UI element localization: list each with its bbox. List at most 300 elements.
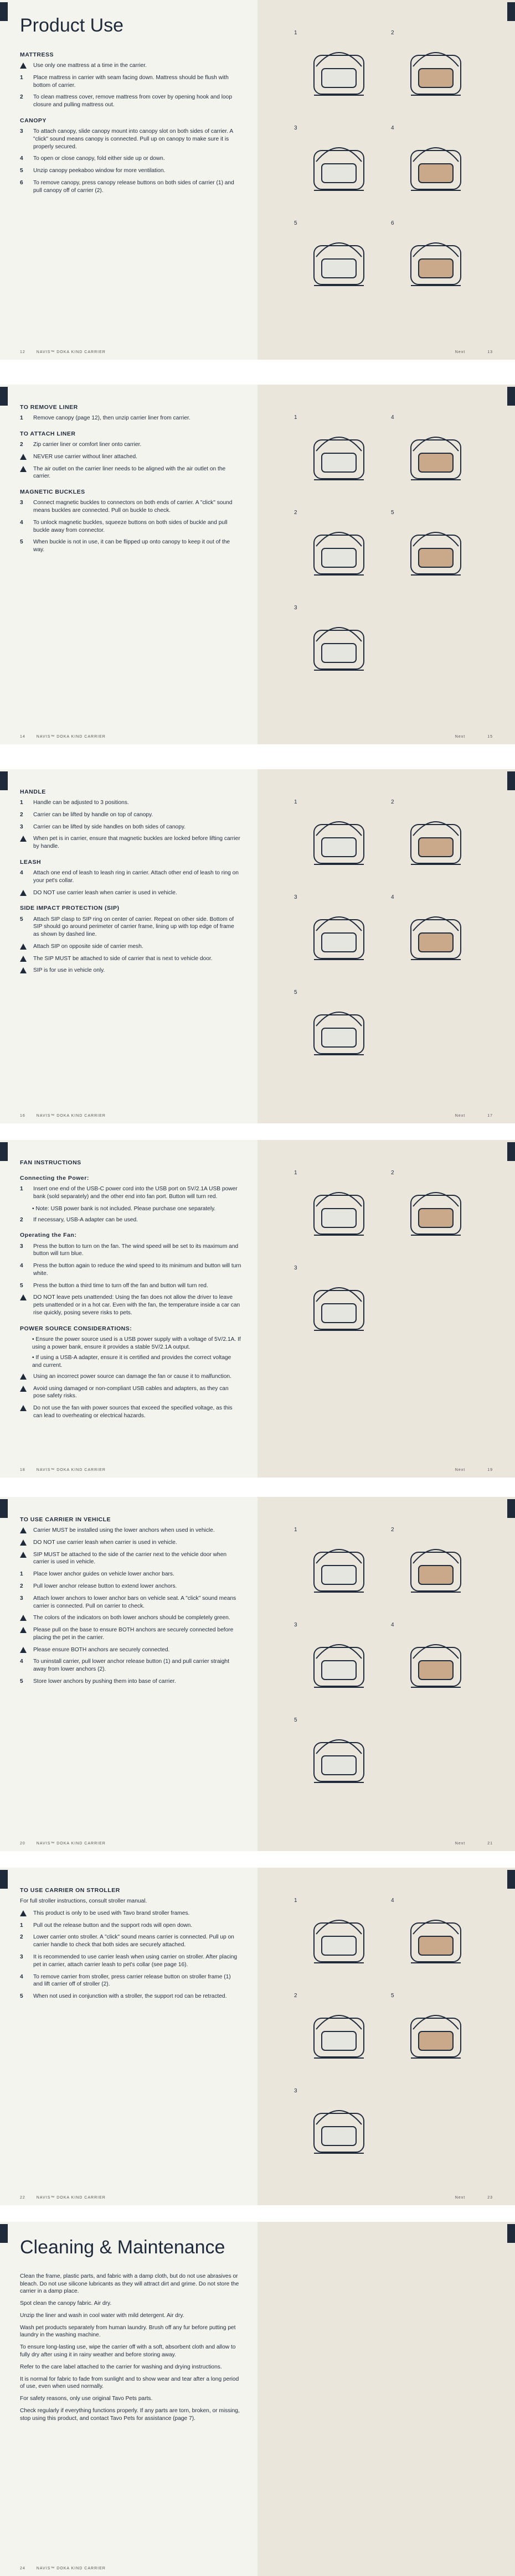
section-tab xyxy=(507,2224,515,2243)
footer-right xyxy=(455,2196,493,2200)
warning-item xyxy=(20,1910,241,1917)
warning-icon xyxy=(20,1615,27,1621)
illustration-number: 4 xyxy=(391,414,394,421)
step-text: When buckle is not in use, it can be flipped up onto canopy to keep it out of the way. xyxy=(33,539,230,553)
warning-item xyxy=(20,465,241,481)
illustration-panel xyxy=(388,412,479,501)
manual-spread xyxy=(0,0,515,360)
next-label: Next xyxy=(455,1468,466,1472)
step-item xyxy=(20,414,241,422)
step-item xyxy=(20,499,241,515)
step-number: 1 xyxy=(20,74,23,81)
section-tab xyxy=(507,1499,515,1518)
paragraph: Spot clean the canopy fabric. Air dry. xyxy=(20,2300,112,2307)
footer-left xyxy=(20,2196,106,2200)
illustration-panel xyxy=(291,2086,382,2174)
paragraph: Check regularly if everything functions properly. If any parts are torn, broken, or missing, stop using this product, and contact Tavo Pets for assistance (page 7). xyxy=(20,2407,240,2422)
illustration-number: 4 xyxy=(391,894,394,900)
step-item xyxy=(20,1993,241,2000)
illustration-number: 3 xyxy=(294,2088,297,2094)
page-number: 12 xyxy=(20,350,25,354)
page-number: 17 xyxy=(487,1114,493,1118)
page-number: 16 xyxy=(20,1114,25,1118)
step-text: Unzip canopy peekaboo window for more ventilation. xyxy=(33,168,166,174)
carrier-illustration xyxy=(303,2091,375,2169)
step-item xyxy=(20,1678,241,1686)
step-item xyxy=(20,811,241,819)
warning-item xyxy=(20,1551,241,1567)
step-item xyxy=(20,916,241,939)
warning-text: Use only one mattress at a time in the carrier. xyxy=(33,63,147,69)
step-number: 2 xyxy=(20,811,23,818)
step-text: To unlock magnetic buckles, squeeze buttons on both sides of buckle and pull buckle away from connector. xyxy=(33,519,228,533)
section-tab xyxy=(0,2224,8,2243)
footer-left xyxy=(20,1114,106,1118)
manual-spread xyxy=(0,2222,515,2576)
section-tab xyxy=(0,2,8,21)
illustration-number: 4 xyxy=(391,1898,394,1904)
carrier-illustration xyxy=(303,898,375,975)
step-number: 2 xyxy=(20,442,23,448)
illustration-grid xyxy=(291,1168,479,1351)
step-text: Handle can be adjusted to 3 positions. xyxy=(33,800,129,806)
illustration-number: 3 xyxy=(294,894,297,900)
step-number: 4 xyxy=(20,870,23,877)
step-item xyxy=(20,519,241,535)
step-text: To remove carrier from stroller, press carrier release button on stroller frame (1) and lift carrier off of stroller (2). xyxy=(33,1973,231,1988)
footer-text: NAVIS™ DOKA KIND CARRIER xyxy=(36,2196,106,2200)
paragraph: Clean the frame, plastic parts, and fabric with a damp cloth, but do not use abrasives or bleach. Do not use silicone lubricants as they will attract dirt and grime. Do not store the carrier in a damp place. xyxy=(20,2273,239,2295)
warning-icon xyxy=(20,1294,27,1300)
paragraph: For full stroller instructions, consult stroller manual. xyxy=(20,1898,147,1905)
step-item xyxy=(20,823,241,831)
illustration-panel xyxy=(388,123,479,211)
illustration-panel xyxy=(291,1168,382,1256)
warning-text: Carrier MUST be installed using the lower anchors when used in vehicle. xyxy=(33,1527,215,1534)
footer-left xyxy=(20,1842,106,1846)
illustration-number: 5 xyxy=(294,220,297,226)
step-text: Store lower anchors by pushing them into base of carrier. xyxy=(33,1678,176,1684)
step-text: Insert one end of the USB-C power cord into the USB port on 5V/2.1A USB power bank (sold separately) and the other end into fan port. Button will turn red. xyxy=(33,1186,238,1200)
illustration-panel xyxy=(388,28,479,116)
warning-icon xyxy=(20,466,27,472)
section-tab xyxy=(507,1142,515,1161)
illustration-panel xyxy=(291,603,382,691)
illustration-panel xyxy=(388,1525,479,1613)
footer-text: NAVIS™ DOKA KIND CARRIER xyxy=(36,2567,106,2570)
warning-item xyxy=(20,453,241,461)
illustration-number: 1 xyxy=(294,799,297,805)
step-text: To attach canopy, slide canopy mount into canopy slot on both sides of carrier. A "click" sound means canopy is connected. Pull up on canopy to make sure it is properly secured. xyxy=(33,128,233,150)
section-heading: LEASH xyxy=(20,859,42,865)
illustration-number: 1 xyxy=(294,30,297,36)
next-label: Next xyxy=(455,2196,466,2200)
step-number: 5 xyxy=(20,539,23,546)
step-text: Press the button a third time to turn off the fan and button will turn red. xyxy=(33,1282,208,1289)
step-item xyxy=(20,1216,241,1224)
step-item xyxy=(20,1571,241,1578)
warning-text: SIP MUST be attached to the side of the carrier next to the vehicle door when carrier is used in vehicle. xyxy=(33,1551,227,1566)
step-number: 2 xyxy=(20,1583,23,1589)
paragraph: Wash pet products separately from human laundry. Brush off any fur before putting pet laundry in the washing machine. xyxy=(20,2324,236,2339)
step-text: When not used in conjunction with a stroller, the support rod can be retracted. xyxy=(33,1993,227,2000)
footer-right xyxy=(455,350,493,354)
warning-icon xyxy=(20,1627,27,1633)
carrier-illustration xyxy=(400,1173,472,1251)
page-number: 14 xyxy=(20,735,25,739)
step-item xyxy=(20,1583,241,1590)
warning-icon xyxy=(20,944,27,950)
illustration-number: 3 xyxy=(294,125,297,131)
warning-text: Do not use the fan with power sources that exceed the specified voltage, as this can lead to overheating or electrical hazards. xyxy=(33,1405,233,1419)
step-text: To uninstall carrier, pull lower anchor release button (1) and pull carrier straight away from lower anchors (2). xyxy=(33,1658,229,1673)
page-title: Cleaning & Maintenance xyxy=(20,2237,225,2258)
step-text: To clean mattress cover, remove mattress from cover by opening hook and loop closure and pulling mattress out. xyxy=(33,94,232,108)
illustration-number: 1 xyxy=(294,1898,297,1904)
footer-right xyxy=(455,1114,493,1118)
carrier-illustration xyxy=(303,1530,375,1608)
warning-icon xyxy=(20,967,27,973)
illustration-panel xyxy=(291,28,382,116)
page-number: 20 xyxy=(20,1842,25,1846)
manual-spread xyxy=(0,385,515,744)
illustration-panel xyxy=(291,1525,382,1613)
section-heading: HANDLE xyxy=(20,789,46,795)
section-heading: MATTRESS xyxy=(20,51,54,58)
page-number: 23 xyxy=(487,2196,493,2200)
warning-icon xyxy=(20,1373,27,1380)
page-number: 18 xyxy=(20,1468,25,1472)
illustration-grid xyxy=(291,412,479,691)
step-number: 1 xyxy=(20,415,23,422)
step-number: 5 xyxy=(20,1678,23,1684)
section-tab xyxy=(507,2,515,21)
step-item xyxy=(20,167,241,175)
page-number: 19 xyxy=(487,1468,493,1472)
illustration-number: 3 xyxy=(294,1265,297,1271)
step-number: 2 xyxy=(20,94,23,101)
step-text: Attach one end of leash to leash ring in carrier. Attach other end of leash to ring on your pet's collar. xyxy=(33,870,239,884)
illustration-number: 4 xyxy=(391,125,394,131)
carrier-illustration xyxy=(303,993,375,1070)
warning-icon xyxy=(20,1552,27,1558)
carrier-illustration xyxy=(303,608,375,686)
paragraph: For safety reasons, only use original Tavo Pets parts. xyxy=(20,2396,153,2402)
illustration-number: 4 xyxy=(391,1622,394,1628)
step-text: To remove canopy, press canopy release buttons on both sides of carrier (1) and pull canopy off of carrier (2). xyxy=(33,179,234,194)
illustration-panel xyxy=(291,987,382,1076)
section-heading: TO REMOVE LINER xyxy=(20,404,78,411)
carrier-illustration xyxy=(400,1625,472,1703)
illustration-number: 5 xyxy=(391,1993,394,1999)
section-tab xyxy=(0,771,8,790)
carrier-illustration xyxy=(303,418,375,495)
warning-text: Please pull on the base to ensure BOTH anchors are securely connected before placing the pet in the carrier. xyxy=(33,1627,234,1641)
manual-spread xyxy=(0,1140,515,1478)
warning-icon xyxy=(20,1527,27,1533)
section-heading: POWER SOURCE CONSIDERATIONS: xyxy=(20,1325,132,1332)
warning-text: The air outlet on the carrier liner needs to be aligned with the air outlet on the carrier. xyxy=(33,465,226,480)
footer-left xyxy=(20,1468,106,1472)
warning-text: Using an incorrect power source can damage the fan or cause it to malfunction. xyxy=(33,1373,231,1380)
footer-right xyxy=(455,735,493,739)
step-item xyxy=(20,155,241,163)
illustration-grid xyxy=(291,1525,479,1803)
carrier-illustration xyxy=(400,224,472,301)
step-number: 4 xyxy=(20,519,23,526)
illustration-number: 2 xyxy=(391,799,394,805)
paragraph: It is normal for fabric to fade from sunlight and to show wear and tear after a long period of use, even when used normally. xyxy=(20,2376,239,2390)
carrier-illustration xyxy=(400,128,472,206)
illustration-panel xyxy=(291,1620,382,1708)
illustration-number: 1 xyxy=(294,1170,297,1176)
section-tab xyxy=(507,771,515,790)
step-item xyxy=(20,1185,241,1201)
carrier-illustration xyxy=(400,513,472,590)
page-number: 13 xyxy=(487,350,493,354)
step-item xyxy=(20,74,241,90)
step-item xyxy=(20,1953,241,1969)
warning-item xyxy=(20,1626,241,1642)
left-page-content xyxy=(20,1879,241,2005)
illustration-panel xyxy=(388,218,479,307)
footer-left xyxy=(20,2567,106,2570)
illustration-panel xyxy=(388,1895,479,1984)
warning-item xyxy=(20,955,241,963)
step-text: Place mattress in carrier with seam facing down. Mattress should be flush with bottom of carrier. xyxy=(33,74,229,89)
section-heading: FAN INSTRUCTIONS xyxy=(20,1159,81,1166)
step-number: 2 xyxy=(20,1934,23,1941)
step-text: Carrier can be lifted by side handles on both sides of canopy. xyxy=(33,823,186,830)
page-title: Product Use xyxy=(20,15,124,36)
warning-item xyxy=(20,1614,241,1622)
section-tab xyxy=(507,387,515,406)
section-heading: TO ATTACH LINER xyxy=(20,430,76,437)
step-number: 3 xyxy=(20,823,23,830)
warning-text: DO NOT use carrier leash when carrier is used in vehicle. xyxy=(33,1539,177,1546)
carrier-illustration xyxy=(400,898,472,975)
warning-item xyxy=(20,62,241,70)
next-label: Next xyxy=(455,1114,466,1118)
manual-spread xyxy=(0,769,515,1123)
illustration-panel xyxy=(291,218,382,307)
left-page-content xyxy=(20,396,241,558)
illustration-number: 5 xyxy=(391,510,394,516)
carrier-illustration xyxy=(400,802,472,880)
step-text: Remove canopy (page 12), then unzip carrier liner from carrier. xyxy=(33,415,190,422)
warning-text: NEVER use carrier without liner attached. xyxy=(33,453,137,460)
footer-text: NAVIS™ DOKA KIND CARRIER xyxy=(36,350,106,354)
carrier-illustration xyxy=(400,33,472,111)
step-number: 3 xyxy=(20,500,23,506)
page-number: 24 xyxy=(20,2567,25,2570)
illustration-number: 5 xyxy=(294,1717,297,1723)
section-heading: TO USE CARRIER IN VEHICLE xyxy=(20,1516,111,1523)
section-tab xyxy=(0,387,8,406)
warning-icon xyxy=(20,1910,27,1916)
carrier-illustration xyxy=(303,1625,375,1703)
section-heading: Connecting the Power: xyxy=(20,1175,89,1182)
step-text: Place lower anchor guides on vehicle lower anchor bars. xyxy=(33,1571,174,1578)
step-item xyxy=(20,128,241,151)
section-tab xyxy=(0,1499,8,1518)
step-number: 3 xyxy=(20,128,23,135)
footer-text: NAVIS™ DOKA KIND CARRIER xyxy=(36,1114,106,1118)
step-text: Attach SIP clasp to SIP ring on center of carrier. Repeat on other side. Bottom of SIP should go around perimeter of carrier frame, lining up with top edge of frame as shown by dashed line. xyxy=(33,916,234,938)
illustration-grid xyxy=(291,1895,479,2174)
illustration-panel xyxy=(388,797,479,885)
warning-item xyxy=(20,1385,241,1401)
carrier-illustration xyxy=(303,1173,375,1251)
illustration-panel xyxy=(291,1895,382,1984)
bullet-item: • Note: USB power bank is not included. Please purchase one separately. xyxy=(32,1205,216,1212)
step-text: Attach lower anchors to lower anchor bars on vehicle seat. A "click" sound means carrier is connected. Pull on carrier to check. xyxy=(33,1595,236,1609)
step-text: Zip carrier liner or comfort liner onto carrier. xyxy=(33,442,142,448)
step-text: It is recommended to use carrier leash when using carrier on stroller. After placing pet in carrier, attach carrier leash to pet's collar (see page 16). xyxy=(33,1954,238,1968)
warning-text: The SIP MUST be attached to side of carrier that is next to vehicle door. xyxy=(33,955,213,962)
carrier-illustration xyxy=(303,33,375,111)
step-text: Press the button again to reduce the wind speed to its minimum and button will turn white. xyxy=(33,1263,241,1277)
footer-text: NAVIS™ DOKA KIND CARRIER xyxy=(36,1842,106,1846)
warning-item xyxy=(20,1373,241,1381)
step-item xyxy=(20,1262,241,1278)
carrier-illustration xyxy=(400,1901,472,1978)
carrier-illustration xyxy=(303,128,375,206)
warning-text: When pet is in carrier, ensure that magnetic buckles are locked before lifting carrier by handle. xyxy=(33,836,240,850)
step-number: 3 xyxy=(20,1595,23,1601)
warning-item xyxy=(20,889,241,897)
carrier-illustration xyxy=(400,1530,472,1608)
warning-icon xyxy=(20,890,27,896)
footer-right xyxy=(455,1842,493,1846)
warning-icon xyxy=(20,1540,27,1546)
carrier-illustration xyxy=(400,1996,472,2074)
carrier-illustration xyxy=(303,1268,375,1346)
section-heading: MAGNETIC BUCKLES xyxy=(20,489,85,496)
left-page-content xyxy=(20,1151,241,1424)
next-label: Next xyxy=(455,735,466,739)
step-text: Carrier can be lifted by handle on top of canopy. xyxy=(33,811,153,818)
section-tab xyxy=(0,1142,8,1161)
illustration-panel xyxy=(388,1991,479,2079)
bullet-item: • Ensure the power source used is a USB power supply with a voltage of 5V/2.1A. If using a power bank, ensure it provides a stable 5V/2.1A output. xyxy=(32,1336,241,1350)
step-text: Press the button to turn on the fan. The wind speed will be set to its maximum and button will turn blue. xyxy=(33,1243,239,1257)
warning-icon xyxy=(20,1647,27,1653)
step-number: 3 xyxy=(20,1954,23,1960)
warning-icon xyxy=(20,1405,27,1411)
warning-text: This product is only to be used with Tavo brand stroller frames. xyxy=(33,1910,190,1916)
step-item xyxy=(20,94,241,109)
step-item xyxy=(20,1922,241,1930)
warning-icon xyxy=(20,956,27,962)
warning-icon xyxy=(20,836,27,842)
step-text: Pull out the release button and the support rods will open down. xyxy=(33,1922,193,1929)
paragraph: To ensure long-lasting use, wipe the carrier off with a soft, absorbent cloth and allow to fully dry after using it in rainy weather and before storing away. xyxy=(20,2344,236,2359)
illustration-panel xyxy=(388,1620,479,1708)
step-number: 5 xyxy=(20,916,23,922)
carrier-illustration xyxy=(303,1901,375,1978)
step-number: 3 xyxy=(20,1243,23,1250)
right-page-background xyxy=(258,2222,515,2576)
illustration-number: 2 xyxy=(391,1527,394,1533)
step-item xyxy=(20,179,241,195)
illustration-number: 5 xyxy=(294,989,297,996)
page-number: 21 xyxy=(487,1842,493,1846)
step-number: 6 xyxy=(20,179,23,186)
warning-text: Avoid using damaged or non-compliant USB cables and adapters, as they can pose safety risks. xyxy=(33,1385,229,1400)
step-item xyxy=(20,441,241,449)
footer-text: NAVIS™ DOKA KIND CARRIER xyxy=(36,735,106,739)
step-item xyxy=(20,1658,241,1673)
step-number: 1 xyxy=(20,800,23,806)
carrier-illustration xyxy=(303,513,375,590)
step-number: 1 xyxy=(20,1186,23,1193)
warning-item xyxy=(20,1527,241,1535)
warning-text: Please ensure BOTH anchors are securely connected. xyxy=(33,1646,170,1653)
next-label: Next xyxy=(455,1842,466,1846)
illustration-panel xyxy=(291,507,382,596)
illustration-panel xyxy=(291,797,382,885)
step-text: Pull lower anchor release button to extend lower anchors. xyxy=(33,1583,177,1589)
warning-icon xyxy=(20,1386,27,1392)
step-item xyxy=(20,1595,241,1610)
illustration-number: 1 xyxy=(294,414,297,421)
step-text: To open or close canopy, fold either side up or down. xyxy=(33,156,165,162)
illustration-panel xyxy=(291,892,382,981)
warning-item xyxy=(20,967,241,975)
left-page-content xyxy=(20,11,241,199)
illustration-panel xyxy=(291,412,382,501)
illustration-panel xyxy=(388,892,479,981)
step-number: 1 xyxy=(20,1922,23,1929)
step-item xyxy=(20,1934,241,1949)
left-page-content xyxy=(20,780,241,979)
paragraph: Unzip the liner and wash in cool water with mild detergent. Air dry. xyxy=(20,2312,184,2319)
carrier-illustration xyxy=(303,1720,375,1798)
footer-text: NAVIS™ DOKA KIND CARRIER xyxy=(36,1468,106,1472)
warning-item xyxy=(20,835,241,851)
step-number: 5 xyxy=(20,1282,23,1289)
section-heading: TO USE CARRIER ON STROLLER xyxy=(20,1887,120,1894)
illustration-panel xyxy=(291,1991,382,2079)
section-heading: Operating the Fan: xyxy=(20,1232,77,1239)
section-heading: CANOPY xyxy=(20,117,47,124)
manual-spread xyxy=(0,1868,515,2205)
illustration-grid xyxy=(291,28,479,307)
illustration-panel xyxy=(388,507,479,596)
warning-text: The colors of the indicators on both lower anchors should be completely green. xyxy=(33,1615,230,1621)
illustration-number: 2 xyxy=(294,1993,297,1999)
next-label: Next xyxy=(455,350,466,354)
illustration-number: 2 xyxy=(294,510,297,516)
section-tab xyxy=(507,1870,515,1889)
warning-icon xyxy=(20,454,27,460)
step-number: 4 xyxy=(20,1263,23,1269)
footer-right xyxy=(455,1468,493,1472)
paragraph: Refer to the care label attached to the carrier for washing and drying instructions. xyxy=(20,2364,222,2370)
illustration-panel xyxy=(388,1168,479,1256)
section-tab xyxy=(0,1870,8,1889)
step-item xyxy=(20,869,241,885)
step-text: Connect magnetic buckles to connectors on both ends of carrier. A "click" sound means buckles are connected. Pull on buckle to check. xyxy=(33,500,233,514)
step-number: 4 xyxy=(20,1658,23,1665)
step-item xyxy=(20,1282,241,1290)
illustration-number: 3 xyxy=(294,1622,297,1628)
left-page-content xyxy=(20,1508,241,1690)
step-item xyxy=(20,1973,241,1989)
carrier-illustration xyxy=(303,802,375,880)
illustration-panel xyxy=(291,123,382,211)
